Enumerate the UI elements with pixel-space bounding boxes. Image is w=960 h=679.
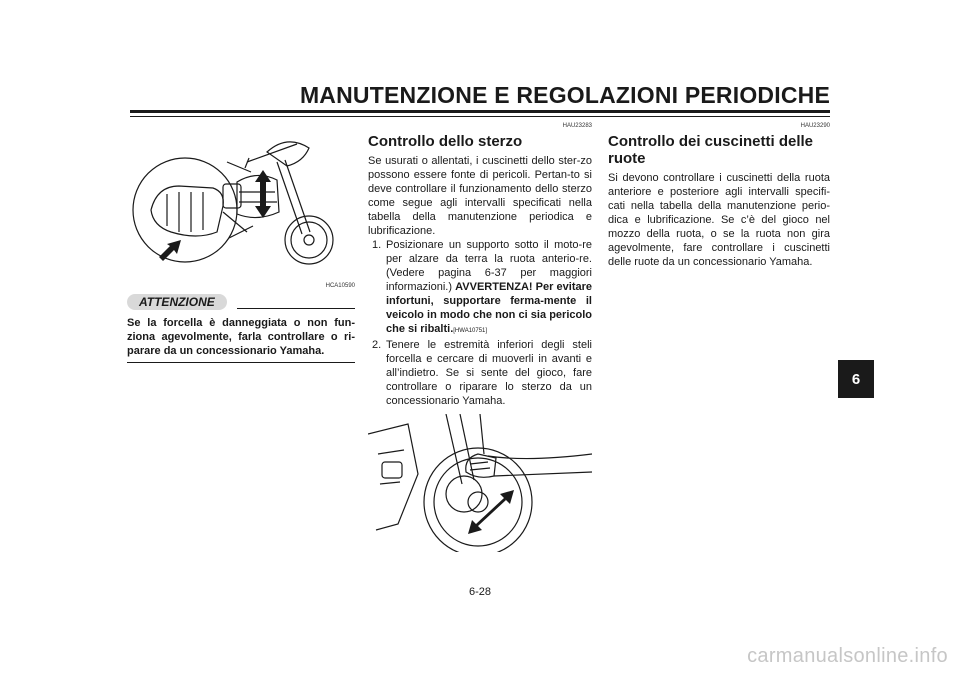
section-code: HAU23290 (800, 123, 830, 129)
page-header (130, 82, 830, 122)
section-heading: Controllo dei cuscinetti delle ruote (608, 133, 814, 167)
step-number: 2. (372, 339, 382, 351)
chapter-tab[interactable]: 6 (838, 360, 874, 398)
caution-bottom-rule (127, 362, 355, 363)
caution-box (127, 294, 355, 363)
section-body: Si devono controllare i cuscinetti della ruota anteriore e posteriore agli intervalli specifi-cati nella tabella della manutenzione perio-dica e lubrificazione. Se c’è del gioco nel mozzo della ruota, o se la ruota non gira agevolmente, fare controllare i cuscinetti delle ruote da un concessionario Yamaha. (608, 172, 830, 268)
caution-header (127, 294, 355, 312)
header-rule-thin (130, 116, 830, 117)
caution-label: ATTENZIONE (127, 294, 227, 310)
step-number: 1. (372, 239, 382, 251)
right-column (608, 122, 830, 269)
warning-text: AVVERTENZA! Per evitare infortuni, supportare ferma-mente il veicolo in modo che non ci sia pericolo che si ribalti. (386, 281, 592, 335)
steering-check-drawing (368, 414, 592, 552)
section-intro: Se usurati o allentati, i cuscinetti dello ster-zo possono essere fonte di pericoli. Pertan-to si deve controllare il funzionamento dello sterzo come segue agli intervalli specificati nella tabella della manutenzione periodica e lubrificazione. (368, 155, 592, 237)
step-2 (368, 338, 592, 408)
steering-check-illustration (368, 414, 592, 552)
section-code: HAU23283 (562, 123, 592, 129)
caution-rule (237, 308, 355, 309)
page-title: MANUTENZIONE E REGOLAZIONI PERIODICHE (299, 82, 830, 108)
fork-check-illustration (127, 122, 355, 290)
step-text: Tenere le estremità inferiori degli steli forcella e cercare di muoverli in avanti e all’indietro. Se si sente del gioco, fare controllare o riparare lo sterzo da un concessionario Yamaha. (386, 339, 592, 407)
watermark: carmanualsonline.info (747, 645, 948, 667)
page-number: 6-28 (468, 586, 492, 598)
caution-text: Se la forcella è danneggiata o non fun-ziona agevolmente, farla controllare o ri-parare da un concessionario Yamaha. (127, 317, 355, 357)
fork-check-drawing (127, 122, 355, 282)
step-text: Posizionare un supporto sotto il moto-re per alzare da terra la ruota anterio-re. (Vedere pagina 6-37 per maggiori informazioni.) (386, 239, 592, 293)
illustration-code: HCA10590 (325, 283, 355, 289)
warning-code: [HWA10751] (453, 328, 488, 334)
step-1 (368, 238, 592, 338)
middle-column (368, 122, 592, 552)
header-rule (130, 110, 830, 113)
left-column (127, 122, 355, 363)
section-heading: Controllo dello sterzo (368, 133, 523, 150)
